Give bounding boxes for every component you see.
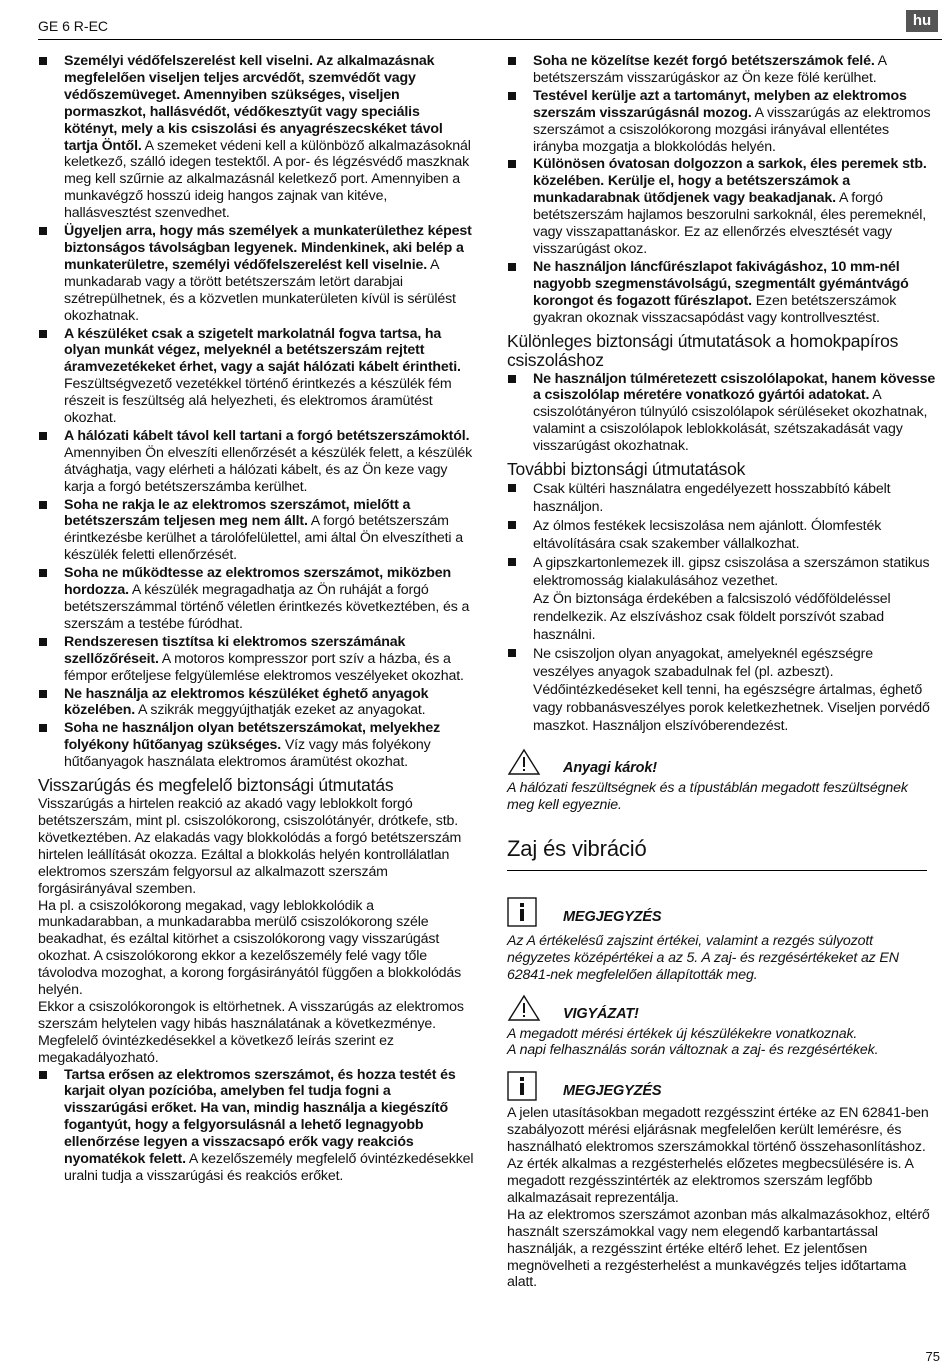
square-bullet-icon (39, 690, 47, 698)
document-title: GE 6 R-EC (38, 18, 109, 34)
caution-text-2: A napi felhasználás során változnak a zaj- és rezgésértékek. (507, 1042, 879, 1059)
noise-heading: Zaj és vibráció (507, 835, 647, 861)
square-bullet-icon (39, 1071, 47, 1079)
left-column (38, 53, 476, 1186)
list-item: Soha ne rakja le az elektromos szerszámot, mielőtt a betétszerszám teljesen meg nem állt. A forgó betétszerszám érintkezésbe kerülhet a tárolófelülettel, ami által Ön elveszítheti a készülék feletti ellenőrzését. (38, 497, 476, 565)
kickback-paragraph-1: Visszarúgás a hirtelen reakció az akadó vagy leblokkolt forgó betétszerszám, mint pl. csiszolókorong, csiszolótányér, drótkefe, stb. következtében. Az elakadás vagy blokkolódás a forgó betétszerszám hirtelen leállítását okozza. Ezáltal a blokkolás helyén kontrollálatlan elektromos szerszám felgyorsul az alkalmazott szerszám forgásirányával szemben. (38, 796, 462, 897)
note-2-paragraph-2: Ha az elektromos szerszámot azonban más alkalmazásokhoz, eltérő használt szerszámokkal vagy nem elegendő karbantartással használják, a rezgésszint értéke eltérő lehet. Ez jelentősen megnövelheti a rezgésterhelést a munkavégzés teljes időtartama alatt. (507, 1206, 930, 1291)
square-bullet-icon (39, 432, 47, 440)
caution-notice (507, 994, 937, 1026)
info-icon (507, 1071, 537, 1101)
note-2-paragraph-1: A jelen utasításokban megadott rezgésszint értéke az EN 62841-ben szabályozott mérési eljárásnak megfelelően került lemérésre, és használható elektromos szerszámokkal történő összehasonlításhoz. Az érték alkalmas a rezgésterhelés előzetes megbecsülésére is. A megadott rezgésszintérték az elektromos szerszám legfőbb alkalmazásait reprezentálja. (507, 1105, 929, 1206)
list-item: A hálózati kábelt távol kell tartani a forgó betétszerszámoktól. Amennyiben Ön elveszíti ellenőrzését a készülék felett, a készülék átvághatja, vagy elérheti a hálózati kábelt, és az Ön keze vagy karja a forgó betétszerszámba kerülhet. (38, 428, 476, 496)
list-item: Ne használja az elektromos készüléket éghető anyagok közelében. A szikrák meggyújthatják ezeket az anyagokat. (38, 686, 476, 720)
header-divider (38, 39, 942, 40)
square-bullet-icon (39, 638, 47, 646)
material-damage-label: Anyagi károk! (563, 760, 657, 777)
kickback-paragraph-3: Ekkor a csiszolókorongok is eltörhetnek. A visszarúgás az elektromos szerszám helytelen vagy hibás használatának a következménye. Megfelelő óvintézkedésekkel a következő leírás szerint ez megakadályozható. (38, 998, 464, 1066)
note-2-label: MEGJEGYZÉS (563, 1083, 662, 1100)
list-item: Az ólmos festékek lecsiszolása nem ajánlott. Ólomfesték eltávolítására csak szakember vállalkozhat. (507, 517, 937, 553)
material-damage-notice (507, 748, 937, 780)
list-item: Különösen óvatosan dolgozzon a sarkok, éles peremek stb. közelében. Kerülje el, hogy a betétszerszámok a munkadarabnak ütődjenek vagy beakadjanak. A forgó betétszerszám hajlamos beszorulni sarkoknál, éles peremeknél, vagy visszapattanáskor. Ez az ellenőrzés elvesztését vagy visszarúgást okoz. (507, 156, 937, 257)
list-item: Soha ne használjon olyan betétszerszámokat, melyekhez folyékony hűtőanyag szükséges. Víz vagy más folyékony hűtőanyagok használata elektromos áramütést okozhat. (38, 720, 476, 771)
list-item: Soha ne közelítse kezét forgó betétszerszámok felé. A betétszerszám visszarúgáskor az Ön keze fölé kerülhet. (507, 53, 937, 87)
list-item: Csak kültéri használatra engedélyezett hosszabbító kábelt használjon. (507, 480, 937, 516)
square-bullet-icon (508, 649, 516, 657)
list-item: Ne használjon túlméretezett csiszolólapokat, hanem kövesse a csiszolólap méretére vonatkozó gyártói adatokat. A csiszolótányéron túlnyúló csiszolólapok sérüléseket okozhatnak, valamint a csiszolólapok leblokkolását, szétszakadását vagy visszarúgást okozhatnak. (507, 371, 937, 456)
warning-icon (507, 748, 541, 776)
list-item: A készüléket csak a szigetelt markolatnál fogva tartsa, ha olyan munkát végez, melyeknél a betétszerszám rejtett áramvezetékeket érhet, vagy a saját hálózati kábelt érintheti. Feszültségvezető vezetékkel történő érintkezés a készülék fém részeit is feszültség alá helyezheti, és elektromos áramütést okozhat. (38, 326, 476, 427)
list-item: Rendszeresen tisztítsa ki elektromos szerszámának szellőzőréseit. A motoros kompresszor port szív a házba, és a fémpor erőteljese felgyülemlése elektromos veszélyeket okozhat. (38, 634, 476, 685)
list-item: Ügyeljen arra, hogy más személyek a munkaterülethez képest biztonságos távolságban legyenek. Mindenkinek, aki belép a munkaterületre, személyi védőfelszerelést kell viselnie. A munkadarab vagy a törött betétszerszám letört darabjai szétrepülhetnek, és a közvetlen munkaterületen kívül is sérülést okozhatnak. (38, 223, 476, 324)
sanding-list (507, 371, 937, 456)
list-item: Tartsa erősen az elektromos szerszámot, és hozza testét és karjait olyan pozícióba, amelyben fel tudja fogni a visszarúgási erőket. Ha van, mindig használja a kiegészítő fogantyút, hogy a felgyorsulásnál a lehető legnagyobb ellenőrzése legyen a visszacsapó erők vagy reakciós nyomatékok felett. A kezelőszemély megfelelő óvintézkedésekkel uralni tudja a visszarúgási és reakciós erőket. (38, 1067, 476, 1185)
square-bullet-icon (39, 569, 47, 577)
language-badge: hu (906, 10, 938, 32)
note-1-label: MEGJEGYZÉS (563, 908, 662, 925)
page-number: 75 (925, 1349, 940, 1364)
kickback-paragraph-2: Ha pl. a csiszolókorong megakad, vagy leblokkolódik a munkadarabban, a munkadarabba merülő csiszolókorong széle beakadhat, és ezáltal kitörhet a csiszolókorong vagy visszarúgást okozhat. A csiszolókorong ekkor a kezelőszemély felé vagy tőle távolodva mozoghat, a korong forgásirányától függően a blokkolódás helyén. (38, 897, 462, 999)
safety-list-1 (38, 53, 476, 771)
list-item: Ne használjon láncfűrészlapot fakivágáshoz, 10 mm-nél nagyobb szegmenstávolságú, szegmentált gyémántvágó korongot és fogazott fűrészlapot. Ezen betétszerszámok gyakran okoznak visszacsapódást vagy kontrollvesztést. (507, 259, 937, 327)
further-heading: További biztonsági útmutatások (507, 459, 746, 480)
material-damage-text: A hálózati feszültségnek és a típustáblán megadott feszültségnek meg kell egyeznie. (507, 780, 908, 813)
square-bullet-icon (508, 484, 516, 492)
note-2 (507, 1071, 937, 1103)
safety-list-2 (38, 1067, 476, 1185)
note-1-text: Az A értékelésű zajszint értékei, valamint a rezgés súlyozott négyzetes középértékei a az 5. A zaj- és rezgésértékeket az EN 62841-nek megfelelően állapították meg. (507, 932, 899, 983)
square-bullet-icon (39, 501, 47, 509)
note-1 (507, 897, 937, 929)
square-bullet-icon (39, 57, 47, 65)
list-item: Ne csiszoljon olyan anyagokat, amelyeknél egészségre veszélyes anyagok szabadulnak fel (pl. azbeszt). Védőintézkedéseket kell tenni, ha egészségre ártalmas, éghető vagy robbanásveszélyes porok keletkezhetnek. Viseljen porvédő maszkot. Használjon elszívóberendezést. (507, 645, 937, 735)
square-bullet-icon (508, 92, 516, 100)
kickback-list (507, 53, 937, 327)
caution-text-1: A megadott mérési értékek új készülékekre vonatkoznak. (507, 1025, 858, 1042)
square-bullet-icon (508, 263, 516, 271)
info-icon (507, 897, 537, 927)
square-bullet-icon (508, 521, 516, 529)
square-bullet-icon (508, 375, 516, 383)
square-bullet-icon (508, 57, 516, 65)
square-bullet-icon (39, 227, 47, 235)
square-bullet-icon (508, 558, 516, 566)
caution-label: VIGYÁZAT! (563, 1005, 639, 1022)
list-item: Soha ne működtesse az elektromos szerszámot, miközben hordozza. A készülék megragadhatja az Ön ruháját a forgó betétszerszámmal történő véletlen érintkezés következtében, és a szerszám a testébe fúródhat. (38, 565, 476, 633)
square-bullet-icon (39, 330, 47, 338)
right-column (507, 53, 937, 1291)
sanding-heading: Különleges biztonsági útmutatások a homokpapíros csiszoláshoz (507, 330, 899, 370)
list-item: A gipszkartonlemezek ill. gipsz csiszolása a szerszámon statikus elektromosság kialakulásához vezethet. Az Ön biztonsága érdekében a falcsiszoló védőföldeléssel rendelkezik. Az elszíváshoz csak földelt porszívót szabad használni. (507, 554, 937, 644)
list-item: Testével kerülje azt a tartományt, melyben az elektromos szerszám visszarúgásnál mozog. A visszarúgás az elektromos szerszámot a csiszolókorong mozgási irányával ellentétes irányba mozgatja a blokkolódás helyén. (507, 88, 937, 156)
further-list (507, 480, 937, 735)
square-bullet-icon (508, 160, 516, 168)
section-divider (507, 870, 927, 871)
square-bullet-icon (39, 724, 47, 732)
warning-icon (507, 994, 541, 1022)
kickback-heading: Visszarúgás és megfelelő biztonsági útmutatás (38, 775, 394, 796)
list-item: Személyi védőfelszerelést kell viselni. Az alkalmazásnak megfelelően viseljen teljes arcvédőt, szemvédőt vagy védőszemüveget. Amennyiben szükséges, viseljen pormaszkot, hallásvédőt, védőkesztyűt vagy speciális kötényt, mely a kis csiszolási és anyagrészecskéket távol tartja Öntől. A szemeket védeni kell a különböző alkalmazásoknál keletkező, szálló idegen testektől. A por- és légzésvédő maszknak meg kell szűrnie az alkalmazásnál keletkező port. Amennyiben a munkavégző hosszú ideig hangos zajnak van kitéve, hallásvesztést szenvedhet. (38, 53, 476, 222)
